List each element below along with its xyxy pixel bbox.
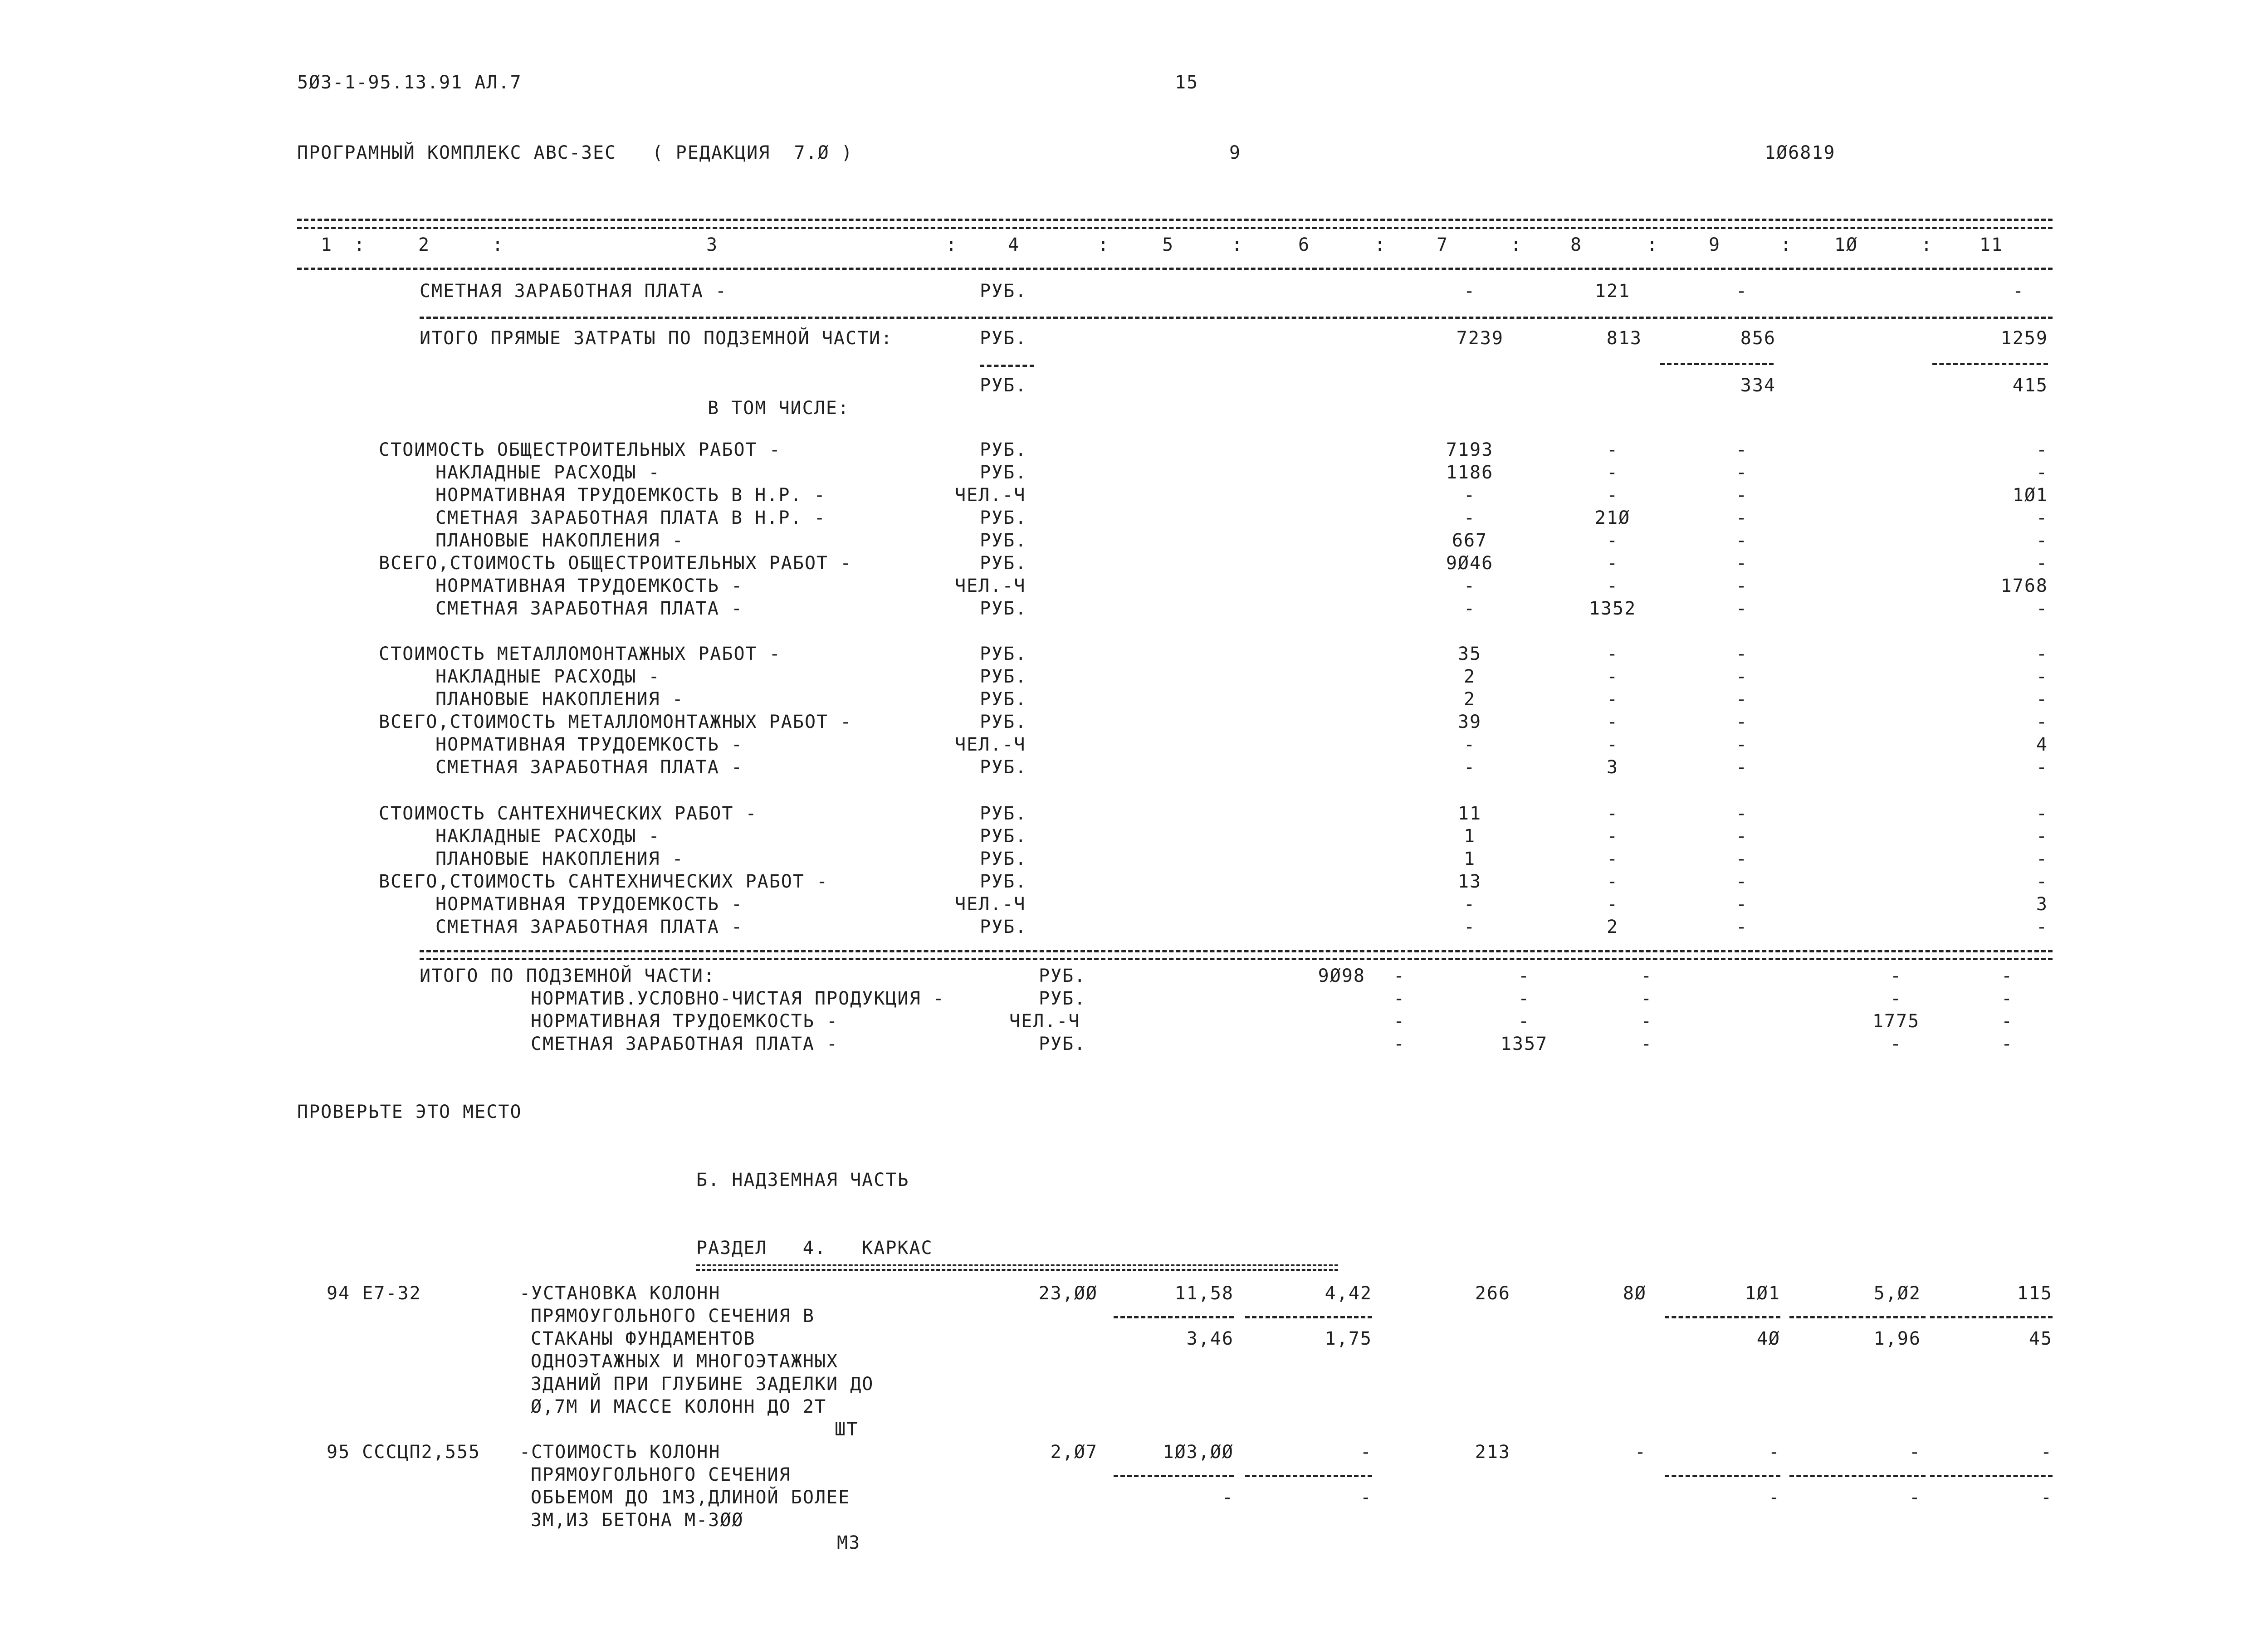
- row-label: НОРМАТИВНАЯ ТРУДОЕМКОСТЬ В Н.Р. -: [435, 485, 826, 506]
- column-separator: :: [1780, 234, 1793, 255]
- row-c11: -: [2036, 507, 2048, 528]
- wage-c11: -: [2012, 281, 2025, 302]
- total-d6: -: [2001, 988, 2014, 1009]
- column-number: 9: [1708, 234, 1721, 255]
- column-separator: :: [1510, 234, 1523, 255]
- row-unit: РУБ.: [980, 849, 1027, 869]
- row-c11: -: [2036, 849, 2048, 869]
- item-description-line: Ø,7М И МАССЕ КОЛОНН ДО 2Т: [531, 1396, 827, 1417]
- item-price-1: 1Ø3,ØØ: [1163, 1442, 1234, 1463]
- row-label: НАКЛАДНЫЕ РАСХОДЫ -: [435, 666, 660, 687]
- razdel-double-rule: [696, 1264, 1338, 1271]
- item-sum-9: -: [1768, 1442, 1780, 1463]
- item-price-2: -: [1360, 1442, 1372, 1463]
- direct-unit-2: РУБ.: [980, 375, 1027, 396]
- item-description-line: ПРЯМОУГОЛЬНОГО СЕЧЕНИЯ: [531, 1464, 791, 1485]
- column-separator: :: [354, 234, 366, 255]
- row-unit: РУБ.: [980, 507, 1027, 528]
- wage-label: СМЕТНАЯ ЗАРАБОТНАЯ ПЛАТА -: [420, 281, 728, 302]
- row-c11: -: [2036, 598, 2048, 619]
- item-price-2b: -: [1360, 1487, 1372, 1508]
- row-unit: ЧЕЛ.-Ч: [955, 576, 1026, 596]
- row-label: НОРМАТИВНАЯ ТРУДОЕМКОСТЬ -: [435, 734, 743, 755]
- item-number: 94 Е7-32: [327, 1283, 421, 1304]
- item-description-line: СТАКАНЫ ФУНДАМЕНТОВ: [531, 1328, 756, 1349]
- total-d4: -: [1640, 1034, 1653, 1054]
- row-label: СМЕТНАЯ ЗАРАБОТНАЯ ПЛАТА -: [435, 598, 743, 619]
- row-c7: 1186: [1446, 462, 1494, 483]
- row-unit: РУБ.: [980, 462, 1027, 483]
- rule-total-top: [420, 950, 2053, 952]
- row-c7: 7193: [1446, 439, 1494, 460]
- including-heading: В ТОМ ЧИСЛЕ:: [708, 398, 850, 419]
- row-label: СМЕТНАЯ ЗАРАБОТНАЯ ПЛАТА -: [435, 917, 743, 937]
- item-unit: ШТ: [835, 1419, 859, 1440]
- column-separator: :: [1098, 234, 1110, 255]
- row-c8: -: [1606, 803, 1619, 824]
- row-c9: -: [1735, 826, 1748, 847]
- column-number: 7: [1436, 234, 1449, 255]
- row-unit: ЧЕЛ.-Ч: [955, 485, 1026, 506]
- row-c7: -: [1463, 576, 1476, 596]
- item-description-line: ОБЬЕМОМ ДО 1М3,ДЛИНОЙ БОЛЕЕ: [531, 1487, 850, 1508]
- total-d4: -: [1640, 1011, 1653, 1032]
- row-c9: -: [1735, 462, 1748, 483]
- row-c8: -: [1606, 849, 1619, 869]
- item-sum-8: 8Ø: [1623, 1283, 1647, 1304]
- row-unit: РУБ.: [980, 871, 1027, 892]
- item-description-line: -СТОИМОСТЬ КОЛОНН: [519, 1442, 721, 1463]
- row-c11: -: [2036, 826, 2048, 847]
- item-number: 95 СССЦП2,555: [327, 1442, 481, 1463]
- row-c8: -: [1606, 666, 1619, 687]
- direct-unit: РУБ.: [980, 328, 1027, 349]
- item-qty: 2,Ø7: [1050, 1442, 1098, 1463]
- row-c7: 35: [1457, 644, 1482, 664]
- row-label: СМЕТНАЯ ЗАРАБОТНАЯ ПЛАТА -: [435, 757, 743, 778]
- item-description-line: ЗДАНИЙ ПРИ ГЛУБИНЕ ЗАДЕЛКИ ДО: [531, 1374, 874, 1395]
- direct-c11: 1259: [2000, 328, 2048, 349]
- row-unit: РУБ.: [980, 530, 1027, 551]
- row-c8: -: [1606, 576, 1619, 596]
- total-d5: 1775: [1872, 1011, 1920, 1032]
- row-unit: ЧЕЛ.-Ч: [955, 734, 1026, 755]
- row-label: СТОИМОСТЬ МЕТАЛЛОМОНТАЖНЫХ РАБОТ -: [379, 644, 781, 664]
- row-unit: РУБ.: [980, 712, 1027, 732]
- rule-after-wage: [420, 317, 2053, 319]
- total-d6: -: [2001, 966, 2014, 986]
- item-subtotal-rule: [1114, 1475, 1234, 1477]
- total-d2: -: [1393, 1011, 1406, 1032]
- total-unit: РУБ.: [1039, 1034, 1086, 1054]
- row-c9: -: [1735, 644, 1748, 664]
- item-subtotal-rule: [1665, 1316, 1780, 1318]
- item-subtotal-rule: [1930, 1316, 2053, 1318]
- row-c9: -: [1735, 712, 1748, 732]
- column-number: 4: [1007, 234, 1020, 255]
- check-note: ПРОВЕРЬТЕ ЭТО МЕСТО: [297, 1102, 522, 1122]
- item-sum-9b: -: [1768, 1487, 1780, 1508]
- row-unit: РУБ.: [980, 689, 1027, 710]
- row-c7: 2: [1463, 689, 1476, 710]
- row-c11: -: [2036, 553, 2048, 574]
- row-c9: -: [1735, 553, 1748, 574]
- item-sum-10b: 1,96: [1873, 1328, 1921, 1349]
- row-c9: -: [1735, 485, 1748, 506]
- row-c8: -: [1606, 689, 1619, 710]
- row-c7: 9Ø46: [1446, 553, 1494, 574]
- row-c9: -: [1735, 507, 1748, 528]
- row-c8: 21Ø: [1594, 507, 1631, 528]
- total-d1: 9Ø98: [1318, 966, 1365, 986]
- row-label: ВСЕГО,СТОИМОСТЬ ОБЩЕСТРОИТЕЛЬНЫХ РАБОТ -: [379, 553, 852, 574]
- total-label: ИТОГО ПО ПОДЗЕМНОЙ ЧАСТИ:: [420, 966, 716, 986]
- row-label: ВСЕГО,СТОИМОСТЬ МЕТАЛЛОМОНТАЖНЫХ РАБОТ -: [379, 712, 852, 732]
- column-number: 1Ø: [1834, 234, 1858, 255]
- row-c8: -: [1606, 712, 1619, 732]
- item-sum-9b: 4Ø: [1756, 1328, 1780, 1349]
- item-sum-11: -: [2040, 1442, 2053, 1463]
- total-d6: -: [2001, 1034, 2014, 1054]
- row-c8: -: [1606, 734, 1619, 755]
- row-label: ПЛАНОВЫЕ НАКОПЛЕНИЯ -: [435, 689, 684, 710]
- row-c11: -: [2036, 644, 2048, 664]
- total-label: НОРМАТИВ.УСЛОВНО-ЧИСТАЯ ПРОДУКЦИЯ -: [531, 988, 945, 1009]
- row-c7: 1: [1463, 849, 1476, 869]
- column-separator: :: [946, 234, 958, 255]
- row-unit: РУБ.: [980, 666, 1027, 687]
- row-c8: 3: [1606, 757, 1619, 778]
- row-c9: -: [1735, 734, 1748, 755]
- total-d2: -: [1393, 1034, 1406, 1054]
- total-d3: -: [1518, 1011, 1530, 1032]
- total-d4: -: [1640, 988, 1653, 1009]
- row-label: ВСЕГО,СТОИМОСТЬ САНТЕХНИЧЕСКИХ РАБОТ -: [379, 871, 829, 892]
- item-price-2b: 1,75: [1325, 1328, 1372, 1349]
- razdel-title: РАЗДЕЛ 4. КАРКАС: [696, 1238, 933, 1259]
- row-c8: -: [1606, 894, 1619, 915]
- row-label: СТОИМОСТЬ САНТЕХНИЧЕСКИХ РАБОТ -: [379, 803, 758, 824]
- row-c11: -: [2036, 757, 2048, 778]
- row-c9: -: [1735, 689, 1748, 710]
- item-subtotal-rule: [1789, 1475, 1926, 1477]
- row-c11: -: [2036, 917, 2048, 937]
- row-c9: -: [1735, 894, 1748, 915]
- row-c11: -: [2036, 462, 2048, 483]
- column-separator: :: [1921, 234, 1933, 255]
- sheet-code: 1Ø6819: [1765, 142, 1836, 163]
- row-unit: РУБ.: [980, 826, 1027, 847]
- row-c11: -: [2036, 712, 2048, 732]
- item-description-line: 3М,ИЗ БЕТОНА М-3ØØ: [531, 1510, 744, 1531]
- column-number: 6: [1298, 234, 1310, 255]
- total-unit: РУБ.: [1039, 966, 1086, 986]
- total-d2: -: [1393, 988, 1406, 1009]
- wage-unit: РУБ.: [980, 281, 1027, 302]
- item-qty: 23,ØØ: [1038, 1283, 1098, 1304]
- wage-c7: -: [1463, 281, 1476, 302]
- item-description-line: ОДНОЭТАЖНЫХ И МНОГОЭТАЖНЫХ: [531, 1351, 839, 1372]
- row-c11: -: [2036, 871, 2048, 892]
- row-c11: -: [2036, 530, 2048, 551]
- item-sum-11b: -: [2040, 1487, 2053, 1508]
- row-c9: -: [1735, 530, 1748, 551]
- row-c7: -: [1463, 507, 1476, 528]
- total-unit: ЧЕЛ.-Ч: [1009, 1011, 1080, 1032]
- item-sum-10: 5,Ø2: [1873, 1283, 1921, 1304]
- item-sum-7: 266: [1475, 1283, 1510, 1304]
- row-c7: -: [1463, 734, 1476, 755]
- row-c7: -: [1463, 917, 1476, 937]
- rule-top-2: [297, 227, 2053, 229]
- direct-c9: 856: [1740, 328, 1776, 349]
- item-subtotal-rule: [1930, 1475, 2053, 1477]
- row-unit: РУБ.: [980, 553, 1027, 574]
- row-c8: -: [1606, 553, 1619, 574]
- total-d5: -: [1890, 1034, 1902, 1054]
- row-c8: -: [1606, 485, 1619, 506]
- column-number: 1: [320, 234, 333, 255]
- row-c9: -: [1735, 598, 1748, 619]
- row-label: СМЕТНАЯ ЗАРАБОТНАЯ ПЛАТА В Н.Р. -: [435, 507, 826, 528]
- wage-c8: 121: [1594, 281, 1631, 302]
- row-label: НАКЛАДНЫЕ РАСХОДЫ -: [435, 826, 660, 847]
- item-price-1b: 3,46: [1186, 1328, 1234, 1349]
- row-label: ПЛАНОВЫЕ НАКОПЛЕНИЯ -: [435, 530, 684, 551]
- row-c8: -: [1606, 439, 1619, 460]
- rule-top: [297, 219, 2053, 221]
- item-unit: М3: [837, 1532, 861, 1553]
- row-c7: 11: [1457, 803, 1482, 824]
- rule-c11: [1932, 363, 2048, 365]
- wage-c9: -: [1735, 281, 1748, 302]
- row-c7: 1: [1463, 826, 1476, 847]
- row-c9: -: [1735, 849, 1748, 869]
- row-c8: 1352: [1589, 598, 1637, 619]
- direct-c9b: 334: [1740, 375, 1776, 396]
- row-c11: 1768: [2000, 576, 2048, 596]
- total-d3: -: [1518, 966, 1530, 986]
- rule-total-top-2: [420, 958, 2053, 960]
- item-subtotal-rule: [1245, 1316, 1372, 1318]
- row-c8: -: [1606, 530, 1619, 551]
- item-sum-8: -: [1634, 1442, 1647, 1463]
- row-c7: 2: [1463, 666, 1476, 687]
- item-sum-9: 1Ø1: [1745, 1283, 1780, 1304]
- row-unit: РУБ.: [980, 803, 1027, 824]
- item-sum-7: 213: [1475, 1442, 1510, 1463]
- row-c8: -: [1606, 462, 1619, 483]
- item-sum-11: 115: [2017, 1283, 2053, 1304]
- item-price-2: 4,42: [1325, 1283, 1372, 1304]
- row-c7: -: [1463, 894, 1476, 915]
- program-title: ПРОГРАМНЫЙ КОМПЛЕКС АВС-3ЕС ( РЕДАКЦИЯ 7.Ø ): [297, 142, 853, 163]
- row-c9: -: [1735, 576, 1748, 596]
- row-c9: -: [1735, 871, 1748, 892]
- direct-label: ИТОГО ПРЯМЫЕ ЗАТРАТЫ ПО ПОДЗЕМНОЙ ЧАСТИ:: [420, 328, 893, 349]
- row-unit: РУБ.: [980, 439, 1027, 460]
- item-price-1b: -: [1222, 1487, 1234, 1508]
- column-separator: :: [492, 234, 504, 255]
- column-number: 11: [1979, 234, 2004, 255]
- total-label: СМЕТНАЯ ЗАРАБОТНАЯ ПЛАТА -: [531, 1034, 839, 1054]
- item-subtotal-rule: [1245, 1475, 1372, 1477]
- row-c11: -: [2036, 439, 2048, 460]
- row-label: НОРМАТИВНАЯ ТРУДОЕМКОСТЬ -: [435, 894, 743, 915]
- item-subtotal-rule: [1789, 1316, 1926, 1318]
- sheet-number: 9: [1229, 142, 1242, 163]
- row-unit: РУБ.: [980, 917, 1027, 937]
- row-label: НОРМАТИВНАЯ ТРУДОЕМКОСТЬ -: [435, 576, 743, 596]
- column-separator: :: [1374, 234, 1387, 255]
- row-unit: РУБ.: [980, 757, 1027, 778]
- item-subtotal-rule: [1665, 1475, 1780, 1477]
- row-c8: -: [1606, 644, 1619, 664]
- row-c7: -: [1463, 598, 1476, 619]
- row-c11: -: [2036, 666, 2048, 687]
- total-d3: 1357: [1500, 1034, 1548, 1054]
- row-c7: 13: [1457, 871, 1482, 892]
- total-label: НОРМАТИВНАЯ ТРУДОЕМКОСТЬ -: [531, 1011, 839, 1032]
- item-description-line: ПРЯМОУГОЛЬНОГО СЕЧЕНИЯ В: [531, 1306, 815, 1327]
- column-number: 3: [706, 234, 719, 255]
- row-c11: -: [2036, 689, 2048, 710]
- row-c9: -: [1735, 757, 1748, 778]
- row-c11: 3: [2036, 894, 2048, 915]
- row-c7: -: [1463, 485, 1476, 506]
- direct-c11b: 415: [2012, 375, 2048, 396]
- total-d4: -: [1640, 966, 1653, 986]
- row-label: НАКЛАДНЫЕ РАСХОДЫ -: [435, 462, 660, 483]
- row-unit: РУБ.: [980, 644, 1027, 664]
- row-c11: 4: [2036, 734, 2048, 755]
- item-sum-10b: -: [1909, 1487, 1921, 1508]
- row-unit: РУБ.: [980, 598, 1027, 619]
- row-unit: ЧЕЛ.-Ч: [955, 894, 1026, 915]
- row-c9: -: [1735, 803, 1748, 824]
- column-number: 5: [1162, 234, 1174, 255]
- row-c7: 667: [1452, 530, 1488, 551]
- rule-unit: [980, 365, 1034, 367]
- row-label: СТОИМОСТЬ ОБЩЕСТРОИТЕЛЬНЫХ РАБОТ -: [379, 439, 781, 460]
- total-d3: -: [1518, 988, 1530, 1009]
- column-number: 2: [418, 234, 430, 255]
- row-c9: -: [1735, 917, 1748, 937]
- row-c9: -: [1735, 439, 1748, 460]
- item-price-1: 11,58: [1174, 1283, 1234, 1304]
- item-subtotal-rule: [1114, 1316, 1234, 1318]
- total-d5: -: [1890, 988, 1902, 1009]
- row-c11: -: [2036, 803, 2048, 824]
- row-c11: 1Ø1: [2012, 485, 2048, 506]
- item-sum-10: -: [1909, 1442, 1921, 1463]
- row-c8: -: [1606, 871, 1619, 892]
- rule-header-bottom: [297, 268, 2053, 270]
- item-description-line: -УСТАНОВКА КОЛОНН: [519, 1283, 721, 1304]
- total-d2: -: [1393, 966, 1406, 986]
- row-c9: -: [1735, 666, 1748, 687]
- column-separator: :: [1647, 234, 1659, 255]
- doc-code: 5Ø3-1-95.13.91 АЛ.7: [297, 72, 522, 93]
- direct-c7: 7239: [1456, 328, 1504, 349]
- rule-c9: [1660, 363, 1774, 365]
- column-separator: :: [1232, 234, 1244, 255]
- row-c7: -: [1463, 757, 1476, 778]
- row-c8: -: [1606, 826, 1619, 847]
- page-number: 15: [1175, 72, 1199, 93]
- row-label: ПЛАНОВЫЕ НАКОПЛЕНИЯ -: [435, 849, 684, 869]
- total-unit: РУБ.: [1039, 988, 1086, 1009]
- section-b-title: Б. НАДЗЕМНАЯ ЧАСТЬ: [696, 1170, 909, 1190]
- direct-c8: 813: [1606, 328, 1642, 349]
- column-number: 8: [1570, 234, 1583, 255]
- row-c7: 39: [1457, 712, 1482, 732]
- total-d6: -: [2001, 1011, 2014, 1032]
- total-d5: -: [1890, 966, 1902, 986]
- item-sum-11b: 45: [2028, 1328, 2053, 1349]
- row-c8: 2: [1606, 917, 1619, 937]
